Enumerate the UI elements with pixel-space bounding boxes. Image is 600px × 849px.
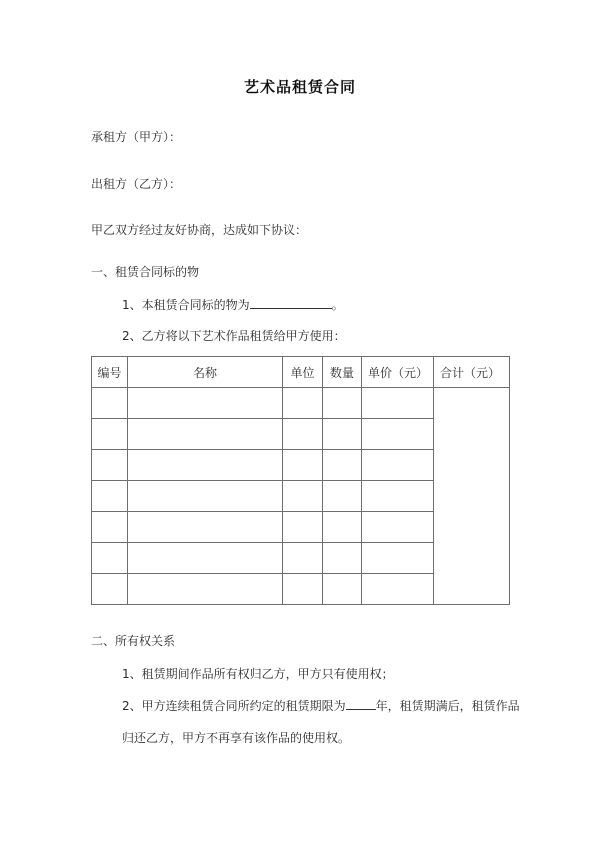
section1-item1-prefix: 1、本租赁合同标的物为 xyxy=(122,298,250,312)
section1-item1-suffix: 。 xyxy=(331,298,344,312)
cell-unit-price[interactable] xyxy=(362,481,434,512)
section2-heading: 二、所有权关系 xyxy=(91,634,176,648)
section1-heading: 一、租赁合同标的物 xyxy=(91,265,200,279)
section1-item1 xyxy=(122,296,344,313)
lessee-label: 承租方（甲方）： xyxy=(91,130,182,144)
cell-name[interactable] xyxy=(128,543,283,574)
subject-matter-blank[interactable] xyxy=(250,296,332,309)
cell-number[interactable] xyxy=(92,388,128,419)
cell-number[interactable] xyxy=(92,450,128,481)
cell-number[interactable] xyxy=(92,419,128,450)
table-header-row xyxy=(92,357,510,388)
section2-item2-prefix: 2、甲方连续租赁合同所约定的租赁期限为 xyxy=(122,699,346,713)
cell-quantity[interactable] xyxy=(323,574,362,605)
cell-number[interactable] xyxy=(92,543,128,574)
cell-unit[interactable] xyxy=(283,543,323,574)
cell-unit-price[interactable] xyxy=(362,388,434,419)
cell-unit[interactable] xyxy=(283,419,323,450)
section2-item2-suffix: 年，租赁期满后，租赁作品 xyxy=(375,699,520,713)
header-quantity: 数量 xyxy=(323,357,362,388)
header-number: 编号 xyxy=(92,357,128,388)
cell-unit[interactable] xyxy=(283,450,323,481)
cell-unit[interactable] xyxy=(283,481,323,512)
cell-name[interactable] xyxy=(128,419,283,450)
section2-item2-continued: 归还乙方，甲方不再享有该作品的使用权。 xyxy=(122,731,351,745)
cell-name[interactable] xyxy=(128,481,283,512)
cell-quantity[interactable] xyxy=(323,481,362,512)
document-title: 艺术品租赁合同 xyxy=(243,78,356,96)
cell-unit[interactable] xyxy=(283,574,323,605)
preamble: 甲乙双方经过友好协商，达成如下协议： xyxy=(91,223,308,237)
table-row xyxy=(92,388,510,419)
section2-item1: 1、租赁期间作品所有权归乙方，甲方只有使用权； xyxy=(122,667,394,681)
cell-name[interactable] xyxy=(128,388,283,419)
cell-unit-price[interactable] xyxy=(362,512,434,543)
cell-quantity[interactable] xyxy=(323,512,362,543)
header-name: 名称 xyxy=(128,357,283,388)
cell-quantity[interactable] xyxy=(323,419,362,450)
cell-name[interactable] xyxy=(128,574,283,605)
artwork-table xyxy=(91,356,510,605)
cell-unit-price[interactable] xyxy=(362,543,434,574)
cell-unit-price[interactable] xyxy=(362,419,434,450)
cell-total-merged[interactable] xyxy=(434,388,510,605)
cell-quantity[interactable] xyxy=(323,543,362,574)
cell-name[interactable] xyxy=(128,512,283,543)
cell-unit-price[interactable] xyxy=(362,450,434,481)
cell-number[interactable] xyxy=(92,481,128,512)
section1-item2: 2、乙方将以下艺术作品租赁给甲方使用： xyxy=(122,329,346,343)
cell-number[interactable] xyxy=(92,574,128,605)
cell-unit-price[interactable] xyxy=(362,574,434,605)
cell-name[interactable] xyxy=(128,450,283,481)
header-unit-price: 单价（元） xyxy=(362,357,434,388)
header-total: 合计（元） xyxy=(434,357,510,388)
header-unit: 单位 xyxy=(283,357,323,388)
cell-number[interactable] xyxy=(92,512,128,543)
cell-unit[interactable] xyxy=(283,388,323,419)
section2-item2 xyxy=(122,697,520,714)
cell-quantity[interactable] xyxy=(323,388,362,419)
lessor-label: 出租方（乙方）： xyxy=(91,177,182,191)
cell-quantity[interactable] xyxy=(323,450,362,481)
lease-term-blank[interactable] xyxy=(346,697,376,710)
cell-unit[interactable] xyxy=(283,512,323,543)
